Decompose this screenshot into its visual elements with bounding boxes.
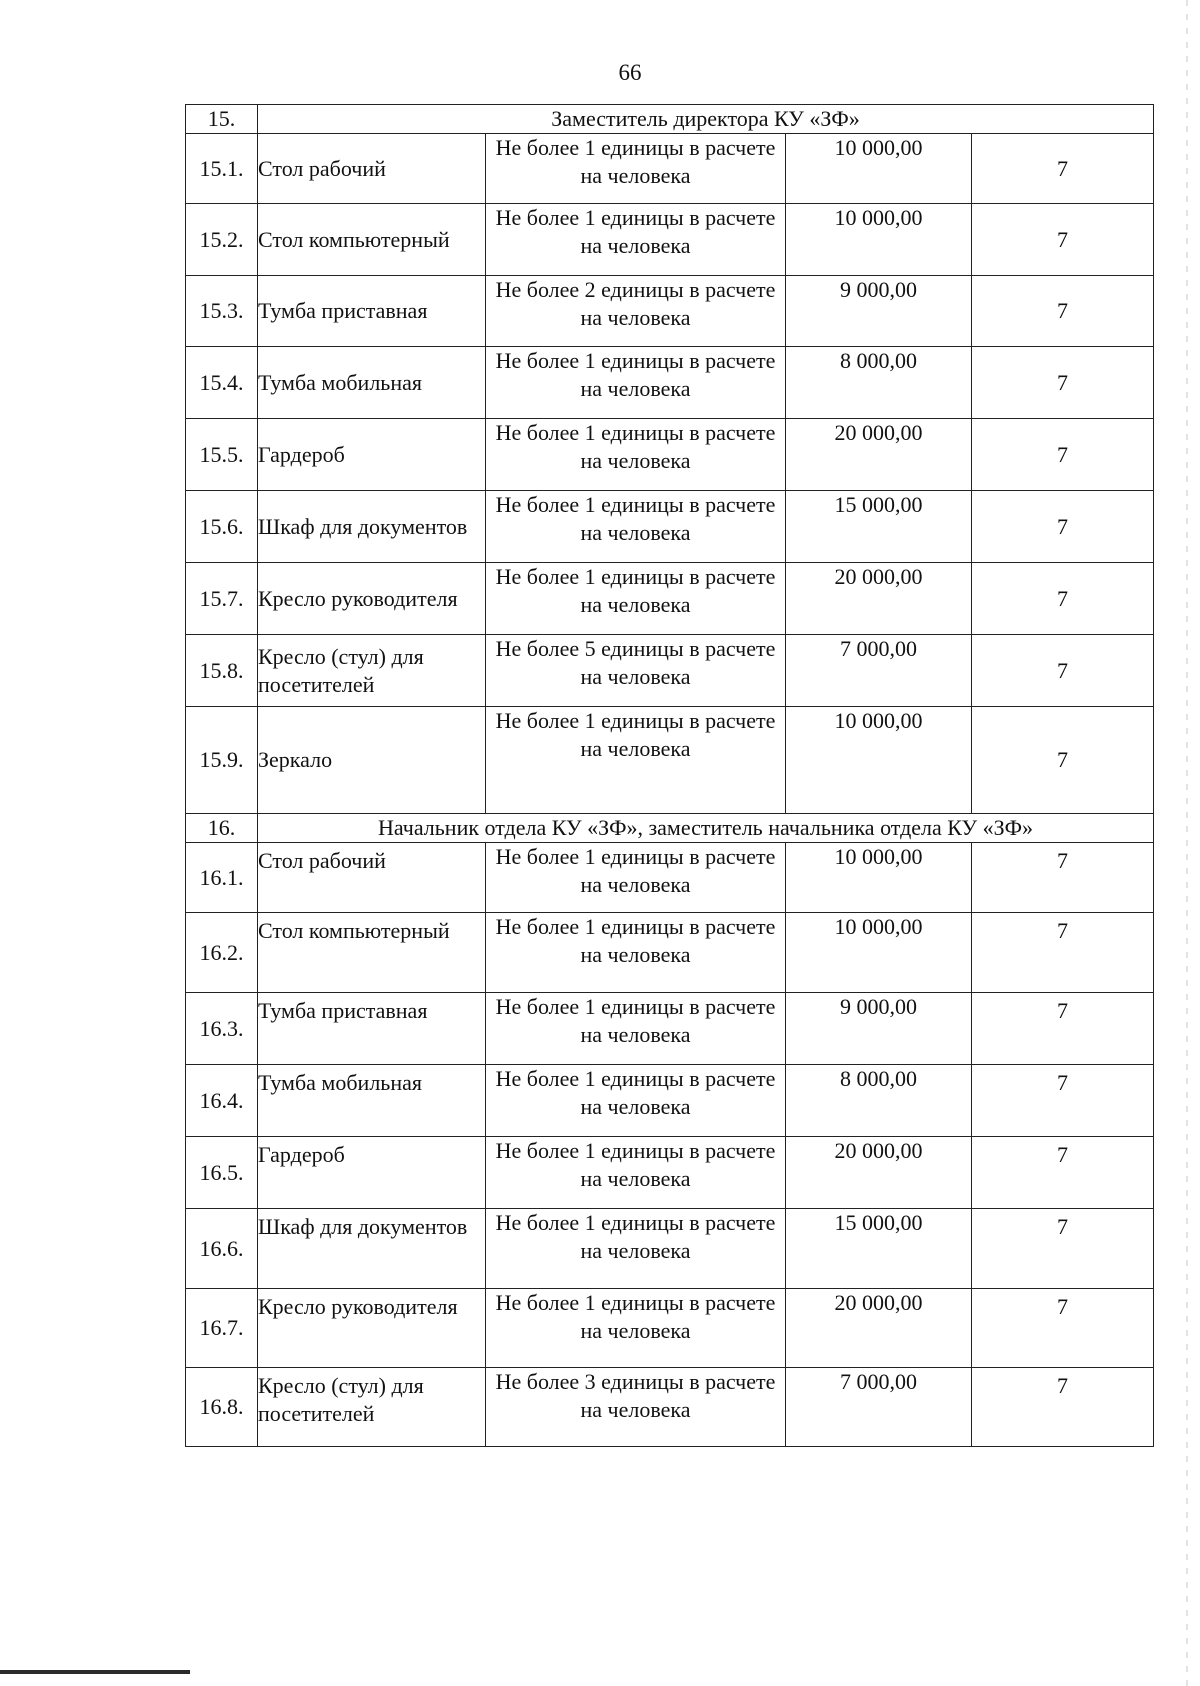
row-number: 15.1. xyxy=(186,134,258,204)
table-row xyxy=(186,1209,1154,1289)
item-service-years: 7 xyxy=(972,913,1154,993)
row-number: 16.8. xyxy=(186,1368,258,1447)
item-price: 20 000,00 xyxy=(786,419,972,491)
item-quantity: Не более 1 единицы в расчете на человека xyxy=(486,993,786,1065)
item-name: Кресло руководителя xyxy=(258,563,486,635)
item-quantity: Не более 1 единицы в расчете на человека xyxy=(486,1209,786,1289)
item-name: Тумба мобильная xyxy=(258,1065,486,1137)
row-number: 15.4. xyxy=(186,347,258,419)
item-name: Гардероб xyxy=(258,1137,486,1209)
item-service-years: 7 xyxy=(972,347,1154,419)
item-service-years: 7 xyxy=(972,491,1154,563)
row-number: 15.8. xyxy=(186,635,258,707)
item-service-years: 7 xyxy=(972,1368,1154,1447)
table-row xyxy=(186,1065,1154,1137)
item-quantity: Не более 1 единицы в расчете на человека xyxy=(486,843,786,913)
item-price: 20 000,00 xyxy=(786,1137,972,1209)
table-row xyxy=(186,635,1154,707)
item-name: Тумба приставная xyxy=(258,276,486,347)
item-price: 9 000,00 xyxy=(786,993,972,1065)
item-price: 9 000,00 xyxy=(786,276,972,347)
item-quantity: Не более 1 единицы в расчете на человека xyxy=(486,1289,786,1368)
item-service-years: 7 xyxy=(972,1137,1154,1209)
section-title: Начальник отдела КУ «ЗФ», заместитель начальника отдела КУ «ЗФ» xyxy=(258,814,1154,843)
table-row xyxy=(186,1137,1154,1209)
item-price: 8 000,00 xyxy=(786,1065,972,1137)
scan-bar-artifact xyxy=(0,1670,190,1674)
item-quantity: Не более 1 единицы в расчете на человека xyxy=(486,347,786,419)
item-quantity: Не более 5 единицы в расчете на человека xyxy=(486,635,786,707)
item-service-years: 7 xyxy=(972,993,1154,1065)
row-number: 16.3. xyxy=(186,993,258,1065)
norms-table xyxy=(185,104,1154,1447)
item-price: 10 000,00 xyxy=(786,134,972,204)
table-row xyxy=(186,707,1154,814)
row-number: 15.3. xyxy=(186,276,258,347)
item-price: 10 000,00 xyxy=(786,843,972,913)
item-name: Стол рабочий xyxy=(258,134,486,204)
item-price: 7 000,00 xyxy=(786,635,972,707)
item-service-years: 7 xyxy=(972,204,1154,276)
item-price: 10 000,00 xyxy=(786,707,972,814)
table-row xyxy=(186,419,1154,491)
row-number: 15.9. xyxy=(186,707,258,814)
scan-edge-artifact xyxy=(1186,0,1188,1686)
row-number: 16.2. xyxy=(186,913,258,993)
item-price: 7 000,00 xyxy=(786,1368,972,1447)
item-price: 20 000,00 xyxy=(786,1289,972,1368)
row-number: 16.1. xyxy=(186,843,258,913)
item-name: Гардероб xyxy=(258,419,486,491)
item-name: Зеркало xyxy=(258,707,486,814)
item-quantity: Не более 3 единицы в расчете на человека xyxy=(486,1368,786,1447)
item-quantity: Не более 1 единицы в расчете на человека xyxy=(486,563,786,635)
item-price: 15 000,00 xyxy=(786,491,972,563)
item-name: Кресло (стул) для посетителей xyxy=(258,1368,486,1447)
item-quantity: Не более 1 единицы в расчете на человека xyxy=(486,134,786,204)
item-service-years: 7 xyxy=(972,707,1154,814)
table-row xyxy=(186,1289,1154,1368)
item-price: 10 000,00 xyxy=(786,204,972,276)
row-number: 15.6. xyxy=(186,491,258,563)
item-quantity: Не более 1 единицы в расчете на человека xyxy=(486,1137,786,1209)
item-name: Стол компьютерный xyxy=(258,204,486,276)
page-number: 66 xyxy=(618,60,642,85)
item-price: 15 000,00 xyxy=(786,1209,972,1289)
table-body xyxy=(186,105,1154,1447)
item-service-years: 7 xyxy=(972,134,1154,204)
item-service-years: 7 xyxy=(972,1289,1154,1368)
item-name: Шкаф для документов xyxy=(258,1209,486,1289)
item-quantity: Не более 1 единицы в расчете на человека xyxy=(486,419,786,491)
row-number: 15.5. xyxy=(186,419,258,491)
section-title: Заместитель директора КУ «ЗФ» xyxy=(258,105,1154,134)
section-number: 16. xyxy=(186,814,258,843)
table-row xyxy=(186,1368,1154,1447)
row-number: 16.5. xyxy=(186,1137,258,1209)
table-row xyxy=(186,563,1154,635)
section-header-row xyxy=(186,814,1154,843)
item-service-years: 7 xyxy=(972,419,1154,491)
item-name: Тумба приставная xyxy=(258,993,486,1065)
item-name: Тумба мобильная xyxy=(258,347,486,419)
item-service-years: 7 xyxy=(972,563,1154,635)
table-row xyxy=(186,204,1154,276)
item-name: Стол компьютерный xyxy=(258,913,486,993)
table-row xyxy=(186,913,1154,993)
item-quantity: Не более 1 единицы в расчете на человека xyxy=(486,707,786,814)
row-number: 15.2. xyxy=(186,204,258,276)
section-header-row xyxy=(186,105,1154,134)
table-row xyxy=(186,347,1154,419)
section-number: 15. xyxy=(186,105,258,134)
item-quantity: Не более 1 единицы в расчете на человека xyxy=(486,491,786,563)
item-service-years: 7 xyxy=(972,1065,1154,1137)
row-number: 16.6. xyxy=(186,1209,258,1289)
item-name: Шкаф для документов xyxy=(258,491,486,563)
row-number: 15.7. xyxy=(186,563,258,635)
table-row xyxy=(186,276,1154,347)
table-row xyxy=(186,134,1154,204)
item-name: Стол рабочий xyxy=(258,843,486,913)
item-quantity: Не более 1 единицы в расчете на человека xyxy=(486,1065,786,1137)
item-service-years: 7 xyxy=(972,843,1154,913)
item-service-years: 7 xyxy=(972,1209,1154,1289)
row-number: 16.7. xyxy=(186,1289,258,1368)
table-row xyxy=(186,843,1154,913)
item-price: 10 000,00 xyxy=(786,913,972,993)
item-quantity: Не более 1 единицы в расчете на человека xyxy=(486,913,786,993)
item-service-years: 7 xyxy=(972,276,1154,347)
item-name: Кресло (стул) для посетителей xyxy=(258,635,486,707)
item-price: 8 000,00 xyxy=(786,347,972,419)
item-quantity: Не более 1 единицы в расчете на человека xyxy=(486,204,786,276)
table-row xyxy=(186,993,1154,1065)
table-row xyxy=(186,491,1154,563)
item-price: 20 000,00 xyxy=(786,563,972,635)
row-number: 16.4. xyxy=(186,1065,258,1137)
item-quantity: Не более 2 единицы в расчете на человека xyxy=(486,276,786,347)
item-name: Кресло руководителя xyxy=(258,1289,486,1368)
item-service-years: 7 xyxy=(972,635,1154,707)
